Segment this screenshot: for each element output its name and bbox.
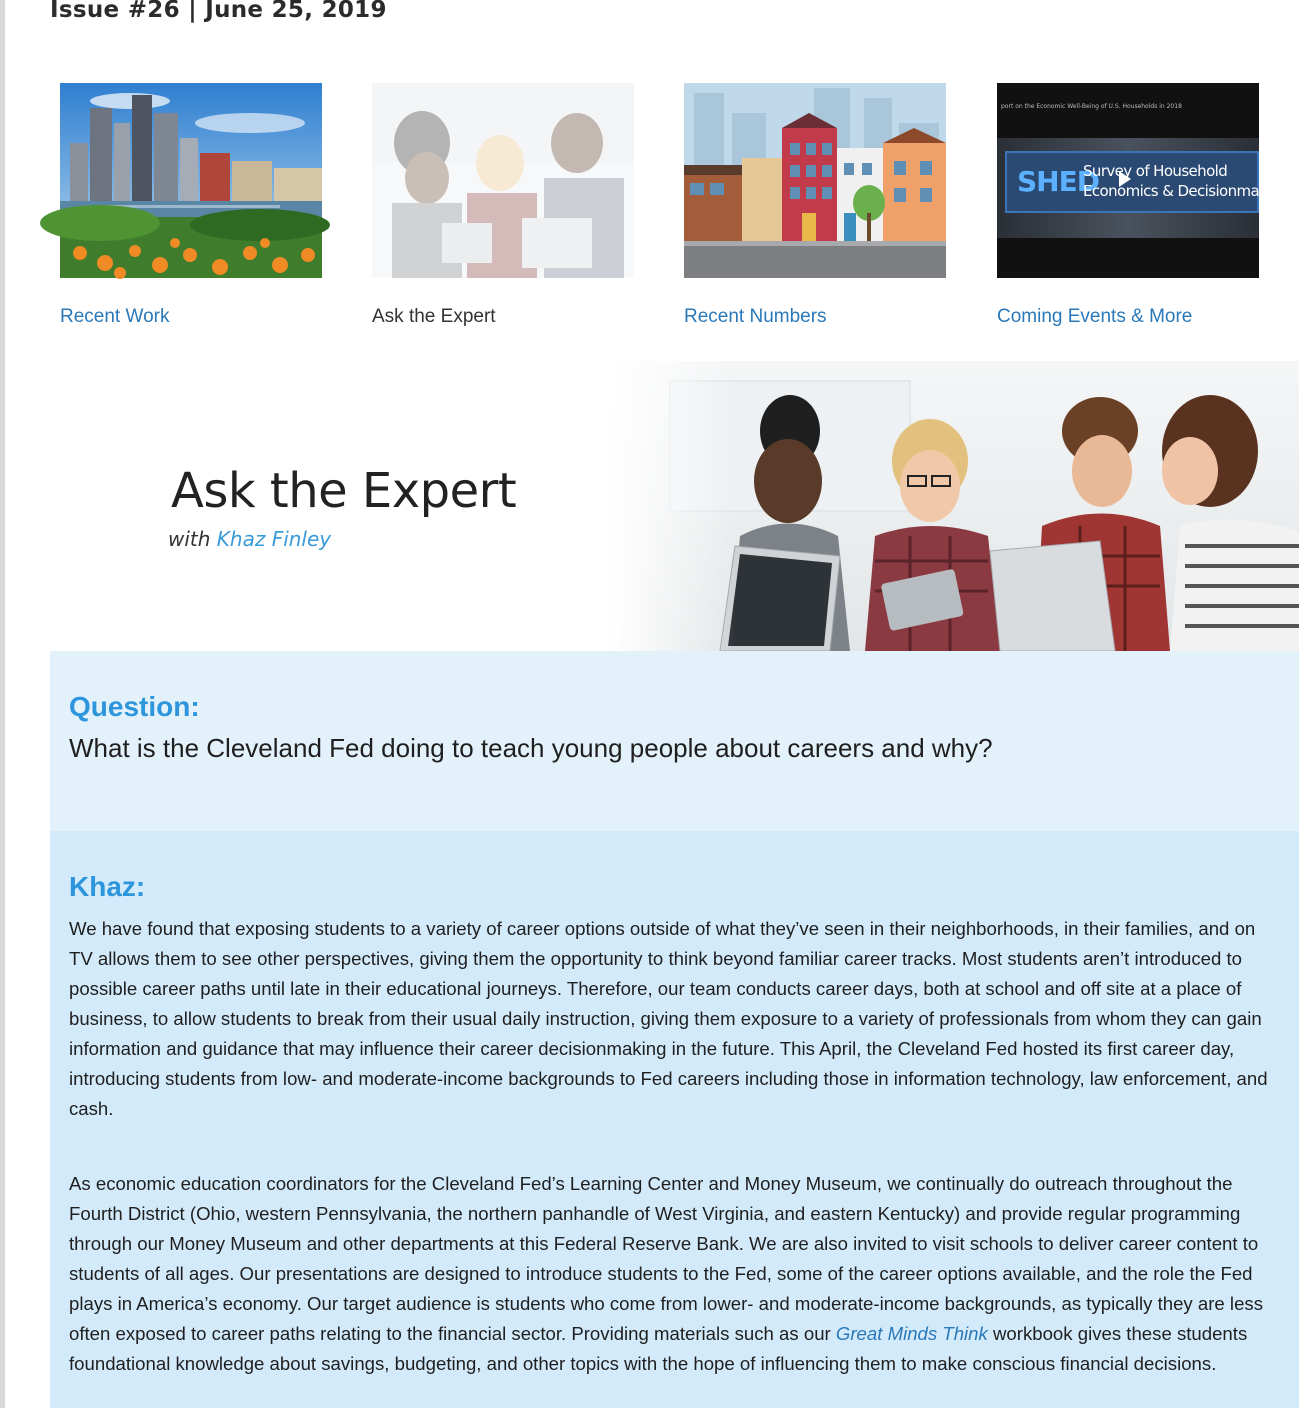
answer-paragraph-2-end: workbook gives these students foundational knowledge about savings, budgeting, and other topics with the hope of influencing them to make conscious financial decisions. bbox=[69, 1323, 1248, 1374]
left-border bbox=[0, 0, 5, 1408]
answer-paragraph-2-start: As economic education coordinators for the Cleveland Fed’s Learning Center and Money Museum, we continually do outreach throughout the Fourth District (Ohio, western Pennsylvania, the northern panhandle of West Virginia, and eastern Kentucky) and provide regular programming through our Money Museum and other departments at this Federal Reserve Bank. We are also invited to visit schools to deliver career content to students of all ages. Our presentations are designed to introduce students to the Fed, some of the career options available, and the role the Fed plays in America’s economy. Our target audience is students who come from lower- and moderate-income backgrounds, as typically they are less often exposed to career paths relating to the financial sector. Providing materials such as our bbox=[69, 1173, 1264, 1344]
nav-card-recent-work[interactable] bbox=[60, 83, 323, 327]
students-laptops-image bbox=[610, 361, 1299, 651]
video-caption: port on the Economic Well-Being of U.S. Households in 2018 bbox=[1001, 103, 1182, 110]
nav-card-recent-numbers[interactable] bbox=[684, 83, 947, 327]
hero-title: Ask the Expert bbox=[171, 463, 517, 519]
city-skyline-image[interactable] bbox=[60, 83, 322, 278]
answer-paragraph-2 bbox=[69, 1169, 1279, 1379]
answer-section bbox=[50, 831, 1299, 1408]
question-text: What is the Cleveland Fed doing to teach young people about careers and why? bbox=[69, 733, 993, 763]
nav-link-ask-the-expert[interactable]: Ask the Expert bbox=[372, 306, 496, 327]
nav-link-coming-events[interactable]: Coming Events & More bbox=[997, 306, 1193, 327]
issue-header: Issue #26 | June 25, 2019 bbox=[50, 0, 387, 23]
great-minds-think-link[interactable]: Great Minds Think bbox=[835, 1323, 988, 1344]
nav-card-coming-events[interactable] bbox=[997, 83, 1289, 327]
shed-title-line2: Economics & Decisionmaking bbox=[1083, 182, 1289, 200]
shed-video-thumbnail[interactable] bbox=[997, 83, 1289, 278]
nav-link-recent-work[interactable]: Recent Work bbox=[60, 306, 170, 327]
play-icon[interactable] bbox=[1119, 171, 1131, 187]
students-faded-image[interactable] bbox=[372, 83, 634, 278]
ask-the-expert-hero bbox=[50, 361, 1299, 651]
nav-card-ask-the-expert[interactable] bbox=[372, 83, 635, 327]
shed-logo-box bbox=[1005, 151, 1289, 213]
shed-title-line1: Survey of Household bbox=[1083, 162, 1228, 180]
nav-link-recent-numbers[interactable]: Recent Numbers bbox=[684, 306, 827, 327]
hero-subtitle bbox=[168, 527, 331, 551]
question-heading: Question: bbox=[69, 691, 200, 722]
answer-heading: Khaz: bbox=[69, 871, 146, 902]
answer-paragraph-1: We have found that exposing students to a variety of career options outside of what they’ve seen in their neighborhoods, in their families, and on TV allows them to see other perspectives, giving them the opportunity to think beyond familiar career tracks. Most students aren’t introduced to possible career paths until late in their educational journeys. Therefore, our team conducts career days, both at school and off site at a place of business, to allow students to break from their usual daily instruction, giving them exposure to a variety of professionals from whom they can gain information and guidance that may influence their career decisionmaking in the future. This April, the Cleveland Fed hosted its first career day, introducing students from low- and moderate-income backgrounds to Fed careers including those in information technology, law enforcement, and cash. bbox=[69, 918, 1268, 1119]
shed-logo: SHED bbox=[1017, 165, 1099, 198]
expert-name: Khaz Finley bbox=[216, 527, 332, 551]
shed-title bbox=[1083, 161, 1289, 201]
row-houses-image[interactable] bbox=[684, 83, 946, 278]
question-section bbox=[50, 651, 1299, 831]
hero-with-label: with bbox=[168, 527, 211, 551]
